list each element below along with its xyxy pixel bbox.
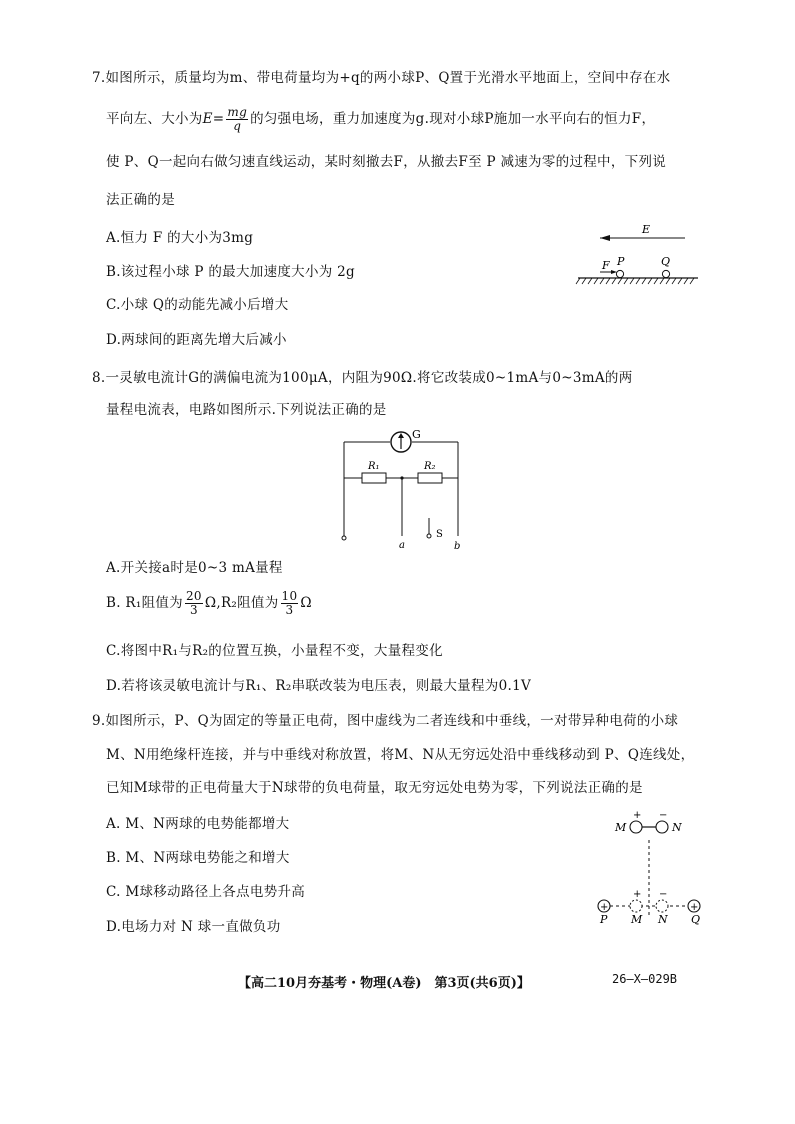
m-top-label: M xyxy=(615,821,627,834)
r2-value-denominator: 3 xyxy=(285,603,294,617)
q8-option-b-pre: B. R₁阻值为 xyxy=(106,595,183,611)
q8-option-b-mid: Ω,R₂阻值为 xyxy=(204,595,279,611)
q7-option-b: B.该过程小球 P 的最大加速度大小为 2g xyxy=(106,264,355,280)
q9-option-c: C. M球移动路径上各点电势升高 xyxy=(106,884,306,900)
q-label: Q xyxy=(661,255,671,268)
q7-line1: 7.如图所示，质量均为m、带电荷量均为+q的两小球P、Q置于光滑水平地面上，空间中存在水 xyxy=(92,70,671,86)
b-label: b xyxy=(454,541,461,552)
q9-line1: 9.如图所示，P、Q为固定的等量正电荷，图中虚线为二者连线和中垂线，一对带异种电荷的小球 xyxy=(92,713,679,729)
q7-line2-pre: 平向左、大小为 xyxy=(106,111,203,127)
ball-p xyxy=(616,270,623,277)
q7-line2-post: 的匀强电场，重力加速度为g.现对小球P施加一水平向右的恒力F， xyxy=(250,111,656,127)
ball-m-bottom xyxy=(630,900,642,912)
q8-option-d: D.若将该灵敏电流计与R₁、R₂串联改装为电压表，则最大量程为0.1V xyxy=(106,678,532,694)
q7-figure xyxy=(570,222,700,286)
p-label: P xyxy=(617,255,625,268)
g-label: G xyxy=(412,428,421,441)
q8-circuit xyxy=(332,428,472,552)
q8-option-b-end: Ω xyxy=(300,595,312,611)
q7-line2 xyxy=(106,106,655,133)
q7-option-d: D.两球间的距离先增大后减小 xyxy=(106,332,287,348)
e-label: E xyxy=(642,223,651,236)
terminal-left xyxy=(342,536,346,540)
n-top-minus: − xyxy=(659,810,668,821)
p-label: P xyxy=(600,913,608,926)
field-formula-denominator: q xyxy=(233,119,242,133)
resistor-r2 xyxy=(418,473,442,483)
q9-line2: M、N用绝缘杆连接，并与中垂线对称放置，将M、N从无穷远处沿中垂线移动到 P、Q连线处， xyxy=(106,747,695,763)
q8-line2: 量程电流表，电路如图所示.下列说法正确的是 xyxy=(106,402,387,418)
r2-value-fraction xyxy=(281,590,299,617)
ball-n-bottom xyxy=(656,900,668,912)
q9-line3: 已知M球带的正电荷量大于N球带的负电荷量，取无穷远处电势为零，下列说法正确的是 xyxy=(106,780,643,796)
switch-pivot xyxy=(427,534,431,538)
r1-value-fraction xyxy=(185,590,203,617)
m-top-plus: + xyxy=(633,810,642,821)
n-top-label: N xyxy=(672,821,682,834)
charge-q-sign: + xyxy=(690,902,699,913)
q9-option-b: B. M、N两球电势能之和增大 xyxy=(106,850,290,866)
q9-option-d: D.电场力对 N 球一直做负功 xyxy=(106,919,281,935)
field-formula-fraction xyxy=(226,106,248,133)
field-formula-lhs: E= xyxy=(202,111,225,127)
q8-option-a: A.开关接a时是0~3 mA量程 xyxy=(106,560,283,576)
field-formula-numerator: mg xyxy=(227,105,248,119)
footer-page-info: 【高二10月夯基考・物理(A卷) 第3页(共6页)】 xyxy=(238,976,530,991)
r1-value-numerator: 20 xyxy=(185,589,202,603)
q7-line4: 法正确的是 xyxy=(106,192,175,208)
q7-option-a: A.恒力 F 的大小为3mg xyxy=(106,230,254,246)
ball-m-top xyxy=(630,821,642,833)
r2-value-numerator: 10 xyxy=(281,589,298,603)
q-label: Q xyxy=(691,913,701,926)
r2-label: R₂ xyxy=(424,461,436,472)
q8-option-b xyxy=(106,590,312,617)
r1-value-denominator: 3 xyxy=(189,603,198,617)
q8-option-c: C.将图中R₁与R₂的位置互换，小量程不变，大量程变化 xyxy=(106,643,443,659)
s-label: S xyxy=(436,529,443,540)
footer-code: 26—X—029B xyxy=(612,972,678,986)
q8-line1: 8.一灵敏电流计G的满偏电流为100μA，内阻为90Ω.将它改装成0~1mA与0~3mA的两 xyxy=(92,370,633,386)
ground-hatch xyxy=(576,278,694,284)
m-bottom-plus: + xyxy=(633,889,642,900)
f-label: F xyxy=(602,259,610,272)
q7-option-c: C.小球 Q的动能先减小后增大 xyxy=(106,297,289,313)
q9-figure xyxy=(594,808,706,930)
e-arrow-head xyxy=(600,235,610,241)
q9-option-a: A. M、N两球的电势能都增大 xyxy=(106,816,290,832)
resistor-r1 xyxy=(362,473,386,483)
m-bottom-label: M xyxy=(631,913,643,926)
q7-line3: 使 P、Q一起向右做匀速直线运动，某时刻撤去F，从撤去F至 P 减速为零的过程中，下列说 xyxy=(106,154,667,170)
a-label: a xyxy=(399,540,405,551)
n-bottom-label: N xyxy=(658,913,668,926)
charge-p-sign: + xyxy=(600,902,609,913)
n-bottom-minus: − xyxy=(659,889,668,900)
ball-n-top xyxy=(656,821,668,833)
r1-label: R₁ xyxy=(368,461,380,472)
ball-q xyxy=(662,270,669,277)
